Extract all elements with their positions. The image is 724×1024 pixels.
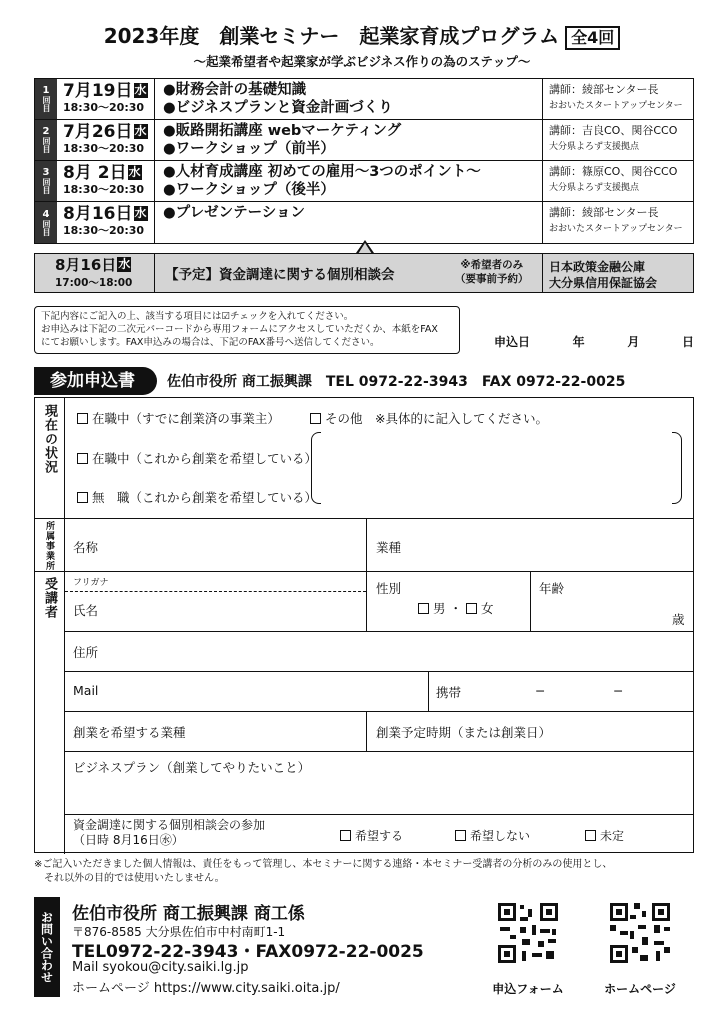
consult-title: 【予定】資金調達に関する個別相談会 — [165, 267, 395, 283]
checkbox-icon[interactable] — [77, 492, 88, 503]
session-lecturer — [543, 79, 693, 119]
divider — [366, 711, 367, 751]
session-topics — [155, 202, 543, 243]
session-date: 8月16日 水 — [63, 204, 147, 224]
furigana-label: フリガナ — [73, 578, 109, 588]
form-contact: 佐伯市役所 商工振興課 TEL 0972-22-3943 FAX 0972-22-0025 — [167, 374, 626, 390]
session-topic: ●財務会計の基礎知識 — [163, 82, 307, 98]
divider — [65, 631, 693, 632]
status-option-2[interactable]: 在職中（これから創業を希望している） — [77, 449, 317, 467]
checkbox-icon[interactable] — [466, 603, 477, 614]
gender-options[interactable]: 男 ・ 女 — [418, 599, 494, 617]
lecturer-name: 講師：綾部センター長 — [549, 206, 659, 219]
consult-date: 8月16日 水 — [55, 256, 131, 274]
bracket-right — [672, 432, 682, 504]
session-topic: ●人材育成講座 初めての雇用〜3つのポイント〜 — [163, 164, 481, 180]
checkbox-icon[interactable] — [77, 413, 88, 424]
business-plan-label: ビジネスプラン（創業してやりたいこと） — [73, 760, 311, 775]
lecturer-org: おおいたスタートアップセンター — [549, 101, 683, 111]
mail-label: Mail — [73, 683, 99, 698]
lecturer-name: 講師：吉良CO、関谷CCO — [549, 124, 678, 137]
session-time: 18:30〜20:30 — [63, 183, 145, 196]
footer-address: 〒876-8585 大分県佐伯市中村南町1-1 — [72, 925, 286, 939]
qr-homepage-caption: ホームページ — [604, 982, 676, 996]
divider — [366, 518, 367, 571]
instructions-box: 下記内容にご記入の上、該当する項目には☑チェックを入れてください。 お申込みは下記の二次元バーコードから専用フォームにアクセスしていただくか、本紙をFAX にてお願いします。FAX申込みの場合は、下記のFAX番号へ送信してください。 — [34, 306, 460, 354]
divider — [65, 814, 693, 815]
consult-row — [34, 253, 694, 293]
planned-date-label: 創業予定時期（または創業日） — [376, 725, 552, 740]
footer-mail[interactable]: Mail syokou@city.saiki.lg.jp — [72, 960, 249, 975]
age-label: 年齢 — [539, 581, 565, 596]
session-topics — [155, 161, 543, 201]
address-label: 住所 — [73, 645, 99, 660]
session-topics — [155, 79, 543, 119]
lecturer-org: 大分県よろず支援拠点 — [549, 183, 640, 193]
consult-day-badge: 水 — [118, 257, 131, 271]
bracket-left — [311, 432, 321, 504]
session-date: 8月 2日 水 — [63, 163, 141, 183]
session-date-cell — [57, 202, 155, 243]
session-day-badge: 水 — [134, 124, 147, 138]
consult-opt-undecided[interactable]: 未定 — [585, 827, 624, 844]
furigana-divider — [65, 591, 366, 592]
session-date-cell — [57, 120, 155, 160]
session-topic: ●プレゼンテーション — [163, 205, 305, 221]
consult-note: ※希望者のみ （要事前予約） — [455, 259, 529, 285]
status-other-option[interactable]: その他 ※具体的に記入してください。 — [310, 409, 548, 427]
divider — [65, 671, 693, 672]
status-option-3[interactable]: 無 職（これから創業を希望している） — [77, 488, 317, 506]
session-date: 7月19日 水 — [63, 81, 147, 101]
session-day-badge: 水 — [134, 206, 147, 220]
form-header — [34, 367, 694, 395]
title-text: 2023年度 創業セミナー 起業家育成プログラム — [103, 24, 560, 48]
session-lecturer — [543, 161, 693, 201]
age-unit: 歳 — [672, 612, 685, 627]
session-number: 3 回目 — [35, 161, 57, 201]
divider — [35, 518, 693, 519]
session-topics — [155, 120, 543, 160]
consult-opt-yes[interactable]: 希望する — [340, 827, 403, 844]
page-subtitle: 〜起業希望者や起業家が学ぶビジネス作りの為のステップ〜 — [193, 54, 531, 69]
status-option-1[interactable]: 在職中（すでに創業済の事業主） — [77, 409, 280, 427]
session-date: 7月26日 水 — [63, 122, 147, 142]
session-topic: ●ビジネスプランと資金計画づくり — [163, 100, 393, 116]
session-time: 18:30〜20:30 — [63, 142, 145, 155]
application-form — [34, 397, 694, 853]
session-date-cell — [57, 161, 155, 201]
divider — [530, 571, 531, 631]
lecturer-org: おおいたスタートアップセンター — [549, 224, 683, 234]
checkbox-icon[interactable] — [418, 603, 429, 614]
checkbox-icon[interactable] — [310, 413, 321, 424]
checkbox-icon[interactable] — [455, 830, 466, 841]
mobile-dash-1: − — [535, 683, 546, 698]
checkbox-icon[interactable] — [77, 453, 88, 464]
footer-web[interactable]: ホームページ https://www.city.saiki.oita.jp/ — [72, 981, 340, 996]
schedule-row — [35, 202, 693, 243]
session-topic: ●販路開拓講座 webマーケティング — [163, 123, 402, 139]
qr-form-caption: 申込フォーム — [492, 982, 564, 996]
checkbox-icon[interactable] — [340, 830, 351, 841]
consult-org-cell: 日本政策金融公庫 大分県信用保証協会 — [549, 260, 658, 290]
checkbox-icon[interactable] — [585, 830, 596, 841]
qr-code-homepage-icon[interactable] — [608, 901, 672, 965]
session-topic: ●ワークショップ（前半） — [163, 141, 335, 157]
business-label: 所属事業所 — [35, 518, 65, 571]
session-time: 18:30〜20:30 — [63, 101, 145, 114]
privacy-note: ※ご記入いただきました個人情報は、責任をもって管理し、本セミナーに関する連絡・本セミナー受講者の分析のみの使用とし、 それ以外の目的では使用いたしません。 — [34, 859, 613, 884]
session-count-badge: 全4回 — [565, 26, 620, 50]
page-title — [0, 20, 724, 50]
gender-label: 性別 — [376, 581, 402, 596]
session-day-badge: 水 — [134, 83, 147, 97]
footer-org: 佐伯市役所 商工振興課 商工係 — [72, 904, 305, 924]
status-label: 現在の状況 — [35, 398, 65, 518]
divider — [35, 571, 693, 572]
divider — [65, 711, 693, 712]
inquiry-label: お問い合わせ — [34, 897, 60, 997]
apply-date[interactable]: 申込日 年 月 日 — [494, 335, 694, 349]
qr-code-form-icon[interactable] — [496, 901, 560, 965]
mobile-dash-2: − — [613, 683, 624, 698]
session-lecturer — [543, 202, 693, 243]
schedule-row — [35, 79, 693, 120]
divider — [366, 571, 367, 631]
lecturer-org: 大分県よろず支援拠点 — [549, 142, 640, 152]
session-time: 18:30〜20:30 — [63, 224, 145, 237]
divider — [428, 671, 429, 711]
form-title: 参加申込書 — [34, 367, 157, 395]
desired-industry-label: 創業を希望する業種 — [73, 725, 186, 740]
schedule-row — [35, 161, 693, 202]
session-number: 1 回目 — [35, 79, 57, 119]
session-topic: ●ワークショップ（後半） — [163, 182, 335, 198]
session-date-cell — [57, 79, 155, 119]
session-lecturer — [543, 120, 693, 160]
person-name-label: 氏名 — [73, 603, 99, 618]
session-number: 2 回目 — [35, 120, 57, 160]
session-number: 4 回目 — [35, 202, 57, 243]
business-name-label: 名称 — [73, 540, 99, 555]
divider — [65, 751, 693, 752]
consult-date-cell — [35, 254, 155, 292]
consult-title-cell — [155, 254, 543, 292]
schedule-row — [35, 120, 693, 161]
attendee-label: 受講者 — [35, 571, 65, 854]
lecturer-name: 講師：篠原CO、関谷CCO — [549, 165, 678, 178]
footer-tel: TEL0972-22-3943・FAX0972-22-0025 — [72, 942, 424, 962]
other-note: ※具体的に記入してください。 — [375, 411, 549, 426]
session-day-badge: 水 — [128, 165, 141, 179]
consult-question: 資金調達に関する個別相談会の参加 （日時 8月16日㊌） — [73, 818, 266, 847]
consult-time: 17:00〜18:00 — [55, 277, 133, 289]
mobile-label: 携帯 — [436, 685, 462, 700]
industry-label: 業種 — [376, 540, 402, 555]
schedule-table — [34, 78, 694, 244]
consult-opt-no[interactable]: 希望しない — [455, 827, 530, 844]
lecturer-name: 講師：綾部センター長 — [549, 83, 659, 96]
footer-contact — [34, 897, 694, 1002]
